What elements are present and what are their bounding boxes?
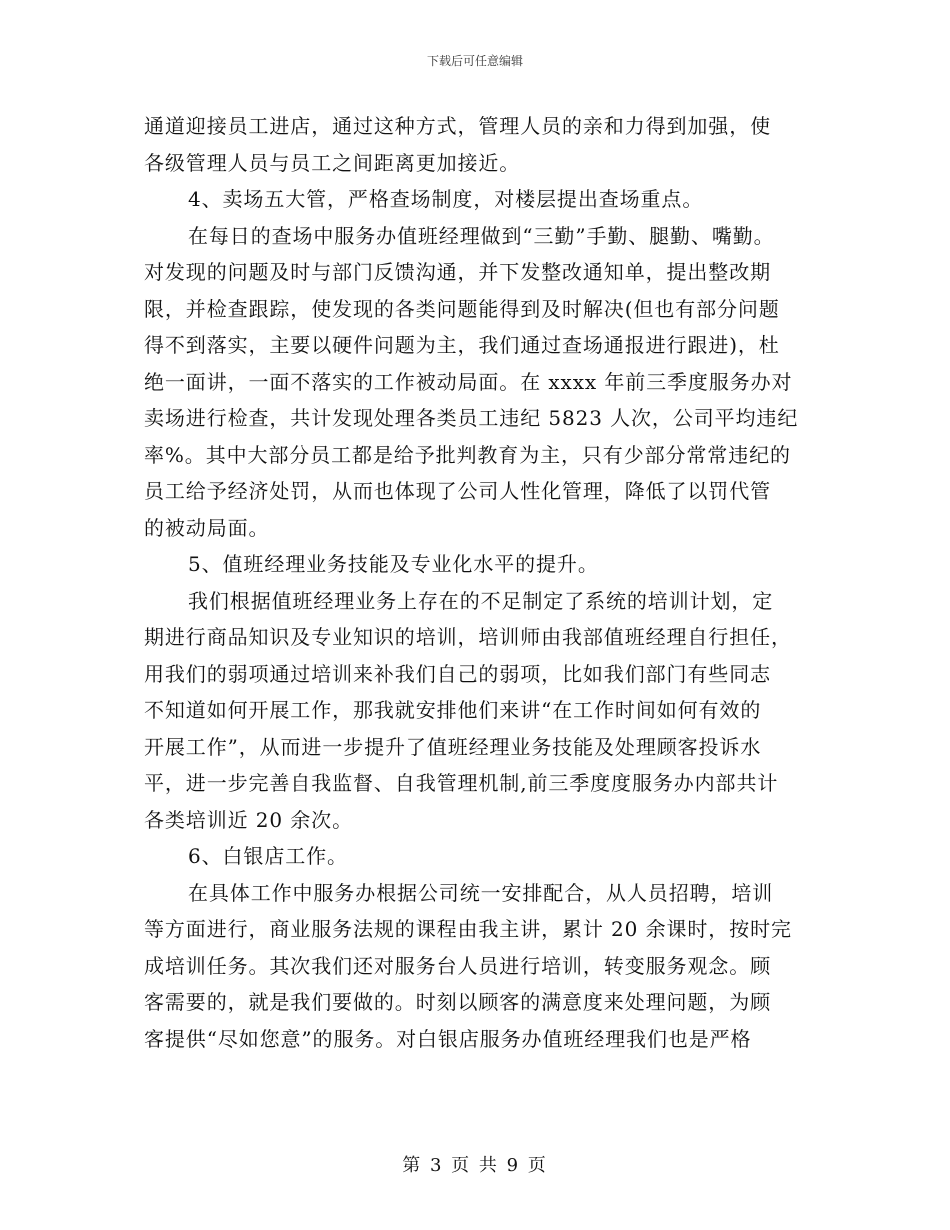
body-line-12: 的被动局面。 [144, 515, 270, 540]
body-line-23: 等方面进行，商业服务法规的课程由我主讲，累计 20 余课时，按时完 [144, 917, 792, 941]
body-line-17: 不知道如何开展工作，那我就安排他们来讲“在工作时间如何有效的 [144, 698, 762, 722]
body-line-26: 客提供“尽如您意”的服务。对白银店服务办值班经理我们也是严格 [144, 1026, 752, 1051]
body-line-11: 员工给予经济处罚，从而也体现了公司人性化管理，降低了以罚代管 [144, 479, 771, 503]
body-line-24: 成培训任务。其次我们还对服务台人员进行培训，转变服务观念。顾 [144, 953, 771, 978]
section-heading-5: 5、值班经理业务技能及专业化水平的提升。 [188, 552, 599, 576]
body-line-7: 得不到落实，主要以硬件问题为主，我们通过查场通报进行跟进)，杜 [144, 333, 780, 357]
body-line-2: 各级管理人员与员工之间距离更加接近。 [144, 150, 521, 175]
body-line-5: 对发现的问题及时与部门反馈沟通，并下发整改通知单，提出整改期 [144, 260, 771, 284]
body-line-19: 平，进一步完善自我监督、自我管理机制,前三季度度服务办内部共计 [144, 771, 779, 795]
document-body [144, 108, 806, 1057]
section-heading-6: 6、白银店工作。 [188, 844, 348, 868]
body-line-4: 在每日的查场中服务办值班经理做到“三勤”手勤、腿勤、嘴勤。 [188, 223, 775, 248]
body-line-14: 我们根据值班经理业务上存在的不足制定了系统的培训计划，定 [188, 588, 774, 613]
body-line-22: 在具体工作中服务办根据公司统一安排配合，从人员招聘，培训 [188, 880, 774, 905]
page-header: 下载后可任意编辑 [426, 54, 523, 68]
body-line-8: 绝一面讲，一面不落实的工作被动局面。在 xxxx 年前三季度服务办对 [144, 369, 793, 394]
page-number-footer: 第 3 页 共 9 页 [402, 1155, 548, 1176]
section-heading-4: 4、卖场五大管，严格查场制度，对楼层提出查场重点。 [188, 187, 704, 211]
body-line-1: 通道迎接员工进店，通过这种方式，管理人员的亲和力得到加强，使 [144, 114, 771, 138]
body-line-10: 率%。其中大部分员工都是给予批判教育为主，只有少部分常常违纪的 [144, 442, 791, 467]
body-line-16: 用我们的弱项通过培训来补我们自己的弱项，比如我们部门有些同志 [144, 661, 771, 686]
body-line-18: 开展工作”，从而进一步提升了值班经理业务技能及处理顾客投诉水 [144, 734, 762, 759]
body-line-6: 限，并检查跟踪，使发现的各类问题能得到及时解决(但也有部分问题 [144, 296, 780, 321]
body-line-15: 期进行商品知识及专业知识的培训，培训师由我部值班经理自行担任， [144, 625, 792, 649]
body-line-9: 卖场进行检查，共计发现处理各类员工违纪 5823 人次，公司平均违纪 [144, 406, 799, 430]
body-line-20: 各类培训近 20 余次。 [144, 807, 353, 832]
body-line-25: 客需要的，就是我们要做的。时刻以顾客的满意度来处理问题，为顾 [144, 990, 771, 1014]
